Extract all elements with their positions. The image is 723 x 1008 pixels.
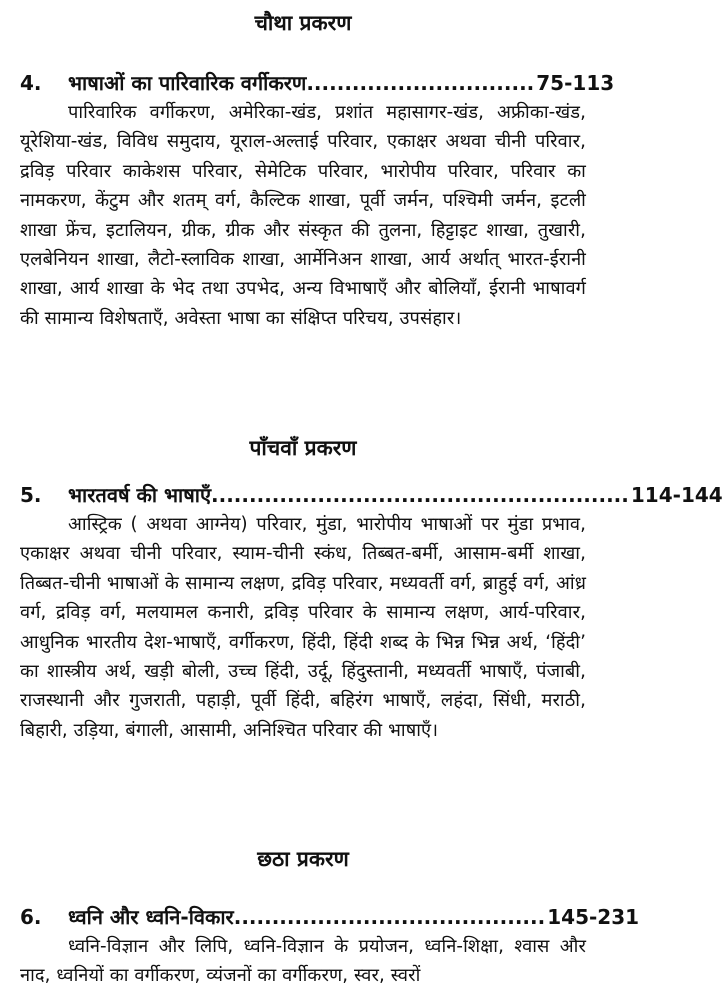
- entry-heading-line: [20, 902, 640, 932]
- entry-description: आस्ट्रिक ( अथवा आग्नेय) परिवार, मुंडा, भारोपीय भाषाओं पर मुंडा प्रभाव, एकाक्षर अथवा चीनी परिवार, स्याम-चीनी स्कंध, तिब्बत-बर्मी, आसाम-बर्मी शाखा, तिब्बत-चीनी भाषाओं के सामान्य लक्षण, द्रविड़ परिवार, मध्यवर्ती वर्ग, ब्राहुई वर्ग, आंध्र वर्ग, द्रविड़ वर्ग, मलयामल कनारी, द्रविड़ परिवार के सामान्य लक्षण, आर्य-परिवार, आधुनिक भारतीय देश-भाषाएँ, वर्गीकरण, हिंदी, हिंदी शब्द के भिन्न भिन्न अर्थ, ‘हिंदी’ का शास्त्रीय अर्थ, खड़ी बोली, उच्च हिंदी, उर्दू, हिंदुस्तानी, मध्यवर्ती भाषाएँ, पंजाबी, राजस्थानी और गुजराती, पहाड़ी, पूर्वी हिंदी, बहिरंग भाषाएँ, लहंदा, सिंधी, मराठी, बिहारी, उड़िया, बंगाली, आसामी, अनिश्चित परिवार की भाषाएँ।: [20, 514, 586, 741]
- contents-entry-4: [20, 68, 615, 333]
- entry-page-range: 114-144: [630, 483, 723, 507]
- entry-title: ध्वनि और ध्वनि-विकार.........................................: [68, 905, 546, 929]
- chapter-heading-4: चौथा प्रकरण: [254, 11, 352, 35]
- chapter-heading-6: छठा प्रकरण: [257, 847, 349, 871]
- entry-number: 5.: [20, 483, 42, 507]
- entry-number: 4.: [20, 71, 42, 95]
- entry-title: भाषाओं का पारिवारिक वर्गीकरण..............................: [68, 71, 535, 95]
- contents-entry-5: [20, 480, 723, 745]
- contents-entry-6: [20, 902, 640, 991]
- entry-description: पारिवारिक वर्गीकरण, अमेरिका-खंड, प्रशांत महासागर-खंड, अफ्रीका-खंड, यूरेशिया-खंड, विविध समुदाय, यूराल-अल्ताई परिवार, एकाक्षर अथवा चीनी परिवार, द्रविड़ परिवार काकेशस परिवार, सेमेटिक परिवार, भारोपीय परिवार, परिवार का नामकरण, केंटुम और शतम् वर्ग, कैल्टिक शाखा, पूर्वी जर्मन, पश्चिमी जर्मन, इटली शाखा फ्रेंच, इटालियन, ग्रीक, ग्रीक और संस्कृत की तुलना, हिट्टाइट शाखा, तुखारी, एलबेनियन शाखा, लैटो-स्लाविक शाखा, आर्मेनिअन शाखा, आर्य अर्थात् भारत-ईरानी शाखा, आर्य शाखा के भेद तथा उपभेद, अन्य विभाषाएँ और बोलियाँ, ईरानी भाषावर्ग की सामान्य विशेषताएँ, अवेस्ता भाषा का संक्षिप्त परिचय, उपसंहार।: [20, 102, 586, 329]
- chapter-heading-5: पाँचवाँ प्रकरण: [249, 436, 357, 460]
- entry-page-range: 145-231: [547, 905, 640, 929]
- entry-number: 6.: [20, 905, 42, 929]
- entry-heading-line: [20, 480, 723, 510]
- entry-page-range: 75-113: [536, 71, 615, 95]
- entry-title: भारतवर्ष की भाषाएँ.......................................................: [68, 483, 629, 507]
- entry-heading-line: [20, 68, 615, 98]
- entry-description: ध्वनि-विज्ञान और लिपि, ध्वनि-विज्ञान के प्रयोजन, ध्वनि-शिक्षा, श्वास और नाद, ध्वनियों का वर्गीकरण, व्यंजनों का वर्गीकरण, स्वर, स्वरों: [20, 936, 586, 987]
